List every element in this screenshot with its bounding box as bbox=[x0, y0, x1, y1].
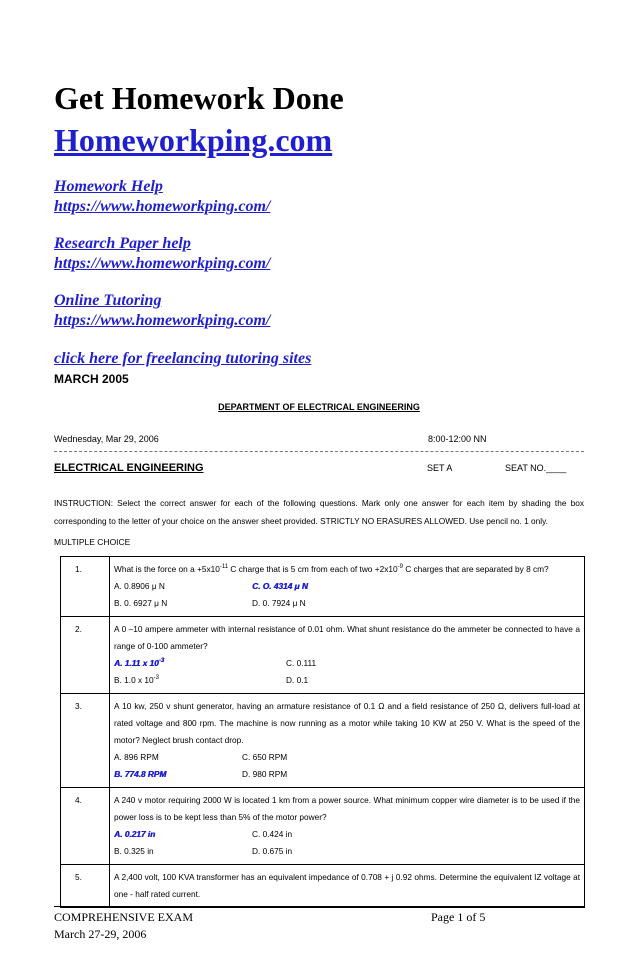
exam-date: Wednesday, Mar 29, 2006 bbox=[54, 434, 159, 444]
option-d: D. 0.675 in bbox=[252, 846, 293, 856]
questions-table bbox=[60, 556, 585, 908]
option-d: D. 0.1 bbox=[286, 675, 309, 685]
footer-exam-name: COMPREHENSIVE EXAM bbox=[54, 910, 194, 924]
site-link[interactable]: Homeworkping.com bbox=[54, 122, 333, 158]
question-row bbox=[61, 694, 585, 788]
set-label: SET A bbox=[427, 463, 453, 473]
question-row bbox=[61, 788, 585, 865]
question-row bbox=[61, 557, 585, 617]
freelance-link[interactable]: click here for freelancing tutoring sites bbox=[54, 350, 312, 367]
department-heading: DEPARTMENT OF ELECTRICAL ENGINEERING bbox=[218, 402, 420, 412]
option-c: C. 0.424 in bbox=[252, 829, 293, 839]
question-body bbox=[110, 694, 585, 788]
question-number: 5. bbox=[61, 865, 110, 908]
option-a: A. 0.8906 μ N bbox=[114, 581, 165, 591]
option-b-answer: B. 774.8 RPM bbox=[114, 769, 167, 779]
question-text: A 240 v motor requiring 2000 W is located 1 km from a power source. What minimum copper wire diameter is to be used if the power loss is to be kept less than 5% of the motor power? bbox=[114, 795, 580, 822]
question-body bbox=[110, 557, 585, 617]
option-a-answer: A. 1.11 x $10^{-3}$ bbox=[114, 658, 164, 668]
question-text: What is the force on $a +5x10^{-11}$ C charge that is 5 cm from each of two $+2x10^{-9}$ C charges that are separated by 8 cm? bbox=[114, 564, 549, 574]
option-a-answer: A. 0.217 in bbox=[114, 829, 156, 839]
question-text: A 2,400 volt, 100 KVA transformer has an equivalent impedance of 0.708 + j 0.92 ohms. Determine the equivalent IZ voltage at one - half rated current. bbox=[114, 872, 580, 899]
homework-help-url[interactable]: https://www.homeworkping.com/ bbox=[54, 198, 271, 215]
seat-number: SEAT NO.____ bbox=[505, 463, 567, 473]
option-b: B. 0. 6927 μ N bbox=[114, 598, 168, 608]
online-tutoring-link[interactable]: Online Tutoring bbox=[54, 292, 162, 309]
subject-heading: ELECTRICAL ENGINEERING bbox=[54, 462, 204, 474]
question-row bbox=[61, 865, 585, 908]
option-a: A. 896 RPM bbox=[114, 752, 159, 762]
instructions: INSTRUCTION: Select the correct answer for each of the following questions. Mark only one answer for each item by shading the box corresponding to the letter of your choice on the answer sheet provided. STRICTLY NO ERASURES ALLOWED. Use pencil no. 1 only. bbox=[54, 498, 584, 526]
research-paper-link[interactable]: Research Paper help bbox=[54, 235, 191, 252]
question-body bbox=[110, 865, 585, 908]
homework-help-link[interactable]: Homework Help bbox=[54, 178, 163, 195]
question-number: 3. bbox=[61, 694, 110, 788]
question-number: 2. bbox=[61, 617, 110, 694]
option-b: B. 1.0 x $10^{-3}$ bbox=[114, 675, 160, 685]
footer-divider bbox=[54, 906, 584, 907]
question-number: 4. bbox=[61, 788, 110, 865]
question-number: 1. bbox=[61, 557, 110, 617]
question-row bbox=[61, 617, 585, 694]
question-text: A 0 –10 ampere ammeter with internal resistance of 0.01 ohm. What shunt resistance do the ammeter be connected to have a range of 0-100 ammeter? bbox=[114, 624, 580, 651]
exam-month: MARCH 2005 bbox=[54, 372, 129, 386]
section-heading: MULTIPLE CHOICE bbox=[54, 537, 131, 547]
footer-dates: March 27-29, 2006 bbox=[54, 927, 147, 941]
option-c: C. 650 RPM bbox=[242, 752, 288, 762]
option-c-answer: C. O. 4314 μ N bbox=[252, 581, 308, 591]
question-text: A 10 kw, 250 v shunt generator, having an armature resistance of 0.1 Ω and a field resistance of 250 Ω, delivers full-load at rated voltage and 800 rpm. The machine is now running as a motor while taking 10 KW at 250 V. What is the speed of the motor? Neglect brush contact drop. bbox=[114, 701, 580, 745]
online-tutoring-url[interactable]: https://www.homeworkping.com/ bbox=[54, 312, 271, 329]
option-d: D. 980 RPM bbox=[242, 769, 288, 779]
options bbox=[114, 578, 580, 612]
option-d: D. 0. 7924 μ N bbox=[252, 598, 306, 608]
question-body bbox=[110, 617, 585, 694]
exam-time: 8:00-12:00 NN bbox=[428, 434, 487, 444]
footer-page-number: Page 1 of 5 bbox=[431, 910, 486, 924]
option-c: C. 0.111 bbox=[286, 658, 317, 668]
question-body bbox=[110, 788, 585, 865]
page-title: Get Homework Done bbox=[54, 80, 344, 116]
divider bbox=[54, 451, 584, 452]
option-b: B. 0.325 in bbox=[114, 846, 154, 856]
options bbox=[114, 655, 580, 689]
options bbox=[114, 826, 580, 860]
research-paper-url[interactable]: https://www.homeworkping.com/ bbox=[54, 255, 271, 272]
options bbox=[114, 749, 580, 783]
